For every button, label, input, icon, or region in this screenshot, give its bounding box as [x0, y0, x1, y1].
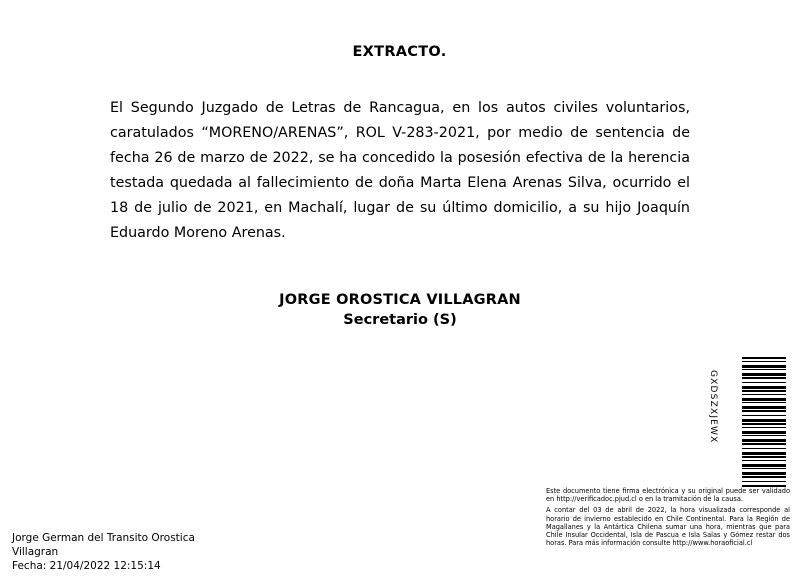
barcode — [742, 357, 786, 487]
body-paragraph: El Segundo Juzgado de Letras de Rancagua, en los autos civiles voluntarios, caratulados “MORENO/ARENAS”, ROL V-283-2021, por medio de sentencia de fecha 26 de marzo de 2022, se ha concedido la posesión efectiva de la herencia testada quedada al fallecimiento de doña Marta Elena Arenas Silva, ocurrido el 18 de julio de 2021, en Machalí, lugar de su último domicilio, a su hijo Joaquín Eduardo Moreno Arenas. — [110, 100, 690, 241]
legal-notice-paragraph-2: A contar del 03 de abril de 2022, la hora visualizada corresponde al horario de invierno establecido en Chile Continental. Para la Región de Magallanes y la Antártica Chilena sumar una hora, mientras que para Chile Insular Occidental, Isla de Pascua e Isla Salas y Gómez restar dos horas. Para más información consulte http://www.horaoficial.cl — [546, 506, 790, 548]
legal-notice-paragraph-1: Este documento tiene firma electrónica y su original puede ser validado en http://verificadoc.pjud.cl o en la tramitación de la causa. — [546, 487, 790, 504]
page-title: EXTRACTO. — [352, 44, 447, 60]
stamp-name-line-2: Villagran — [12, 546, 59, 558]
document-body — [110, 96, 690, 246]
barcode-stripes — [742, 357, 786, 487]
legal-notice — [546, 487, 790, 547]
signature-block — [110, 292, 690, 328]
signatory-role: Secretario (S) — [343, 312, 457, 328]
electronic-signature-stamp — [12, 531, 342, 573]
barcode-code-label: GXDSZXJEWX — [708, 370, 718, 444]
signatory-name: JORGE OROSTICA VILLAGRAN — [279, 292, 521, 308]
stamp-date: Fecha: 21/04/2022 12:15:14 — [12, 560, 161, 572]
stamp-name-line-1: Jorge German del Transito Orostica — [12, 532, 195, 544]
